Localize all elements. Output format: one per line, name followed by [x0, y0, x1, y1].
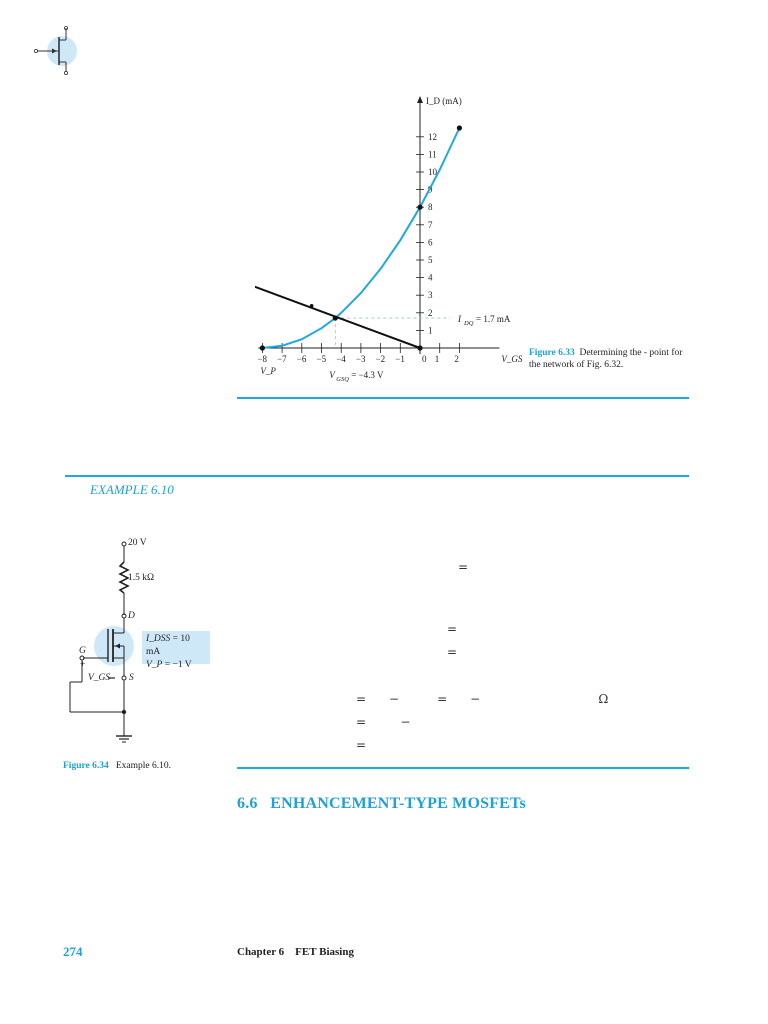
- figure-6-33-caption-block: [529, 347, 689, 371]
- y-tick-label: 1: [428, 325, 433, 336]
- y-tick-label: 11: [428, 149, 437, 160]
- section-number: 6.6: [237, 795, 258, 812]
- chapter-title: Chapter 6 FET Biasing: [237, 946, 354, 958]
- y-tick-label: 12: [428, 131, 437, 142]
- vgs-plus-label: +: [80, 660, 86, 670]
- y-tick-label: 9: [428, 184, 433, 195]
- idss-symbol: I_DSS: [146, 634, 171, 644]
- idq-symbol: I: [458, 314, 461, 325]
- y-tick-label: 8: [428, 202, 433, 213]
- vp-value: = −1 V: [164, 660, 192, 670]
- figure-6-34-caption: Example 6.10.: [115, 761, 172, 771]
- figure-6-34-label: Figure 6.34: [63, 761, 109, 771]
- section-rule: [237, 767, 689, 769]
- x-axis-title: V_GS: [501, 354, 523, 364]
- idq-subscript: DQ: [464, 320, 474, 328]
- curve-point: [260, 345, 265, 350]
- vgsq-symbol: V: [329, 370, 335, 380]
- idq-annotation: = 1.7 mA: [476, 314, 511, 325]
- x-tick-label: −5: [316, 354, 327, 364]
- figure-6-33-caption: Determining the - point for the network of Fig. 6.32.: [529, 348, 683, 370]
- equation-fragment: = −: [356, 715, 411, 729]
- x-tick-label: 1: [434, 354, 440, 364]
- section-title: ENHANCEMENT-TYPE MOSFETs: [270, 795, 526, 812]
- curve-point: [333, 315, 338, 320]
- equation-fragment: =: [447, 622, 458, 636]
- example-rule: [65, 475, 689, 477]
- figure-6-33-rule: [237, 397, 689, 399]
- x-tick-label: 0: [422, 354, 427, 364]
- fet-logo-icon: [32, 26, 80, 76]
- id-vgs-transfer-chart: [255, 90, 525, 400]
- vgsq-annotation: = −4.3 V: [351, 370, 384, 380]
- resistor-value-label: 1.5 kΩ: [128, 573, 155, 583]
- vgs-label: V_GS: [88, 673, 111, 683]
- drain-label: D: [128, 611, 135, 621]
- x-tick-label: −3: [355, 354, 366, 364]
- x-tick-label: −8: [257, 354, 267, 364]
- equation-fragment: = − = − Ω: [356, 692, 609, 706]
- y-tick-label: 10: [428, 167, 437, 177]
- vgsq-subscript: GSQ: [336, 376, 349, 383]
- x-tick-label: −7: [277, 354, 287, 364]
- bias-line-point: [310, 304, 314, 308]
- figure-6-33-chart: [255, 90, 525, 400]
- y-tick-label: 4: [428, 272, 433, 283]
- idss-value: = 10 mA: [146, 634, 190, 657]
- gate-label: G: [79, 646, 86, 656]
- curve-point: [417, 205, 422, 210]
- curve-point: [417, 345, 422, 350]
- x-tick-label: −1: [395, 354, 405, 364]
- equation-fragment: =: [447, 645, 458, 659]
- y-tick-label: 6: [428, 237, 433, 248]
- curve-point: [457, 125, 462, 130]
- vp-symbol: V_P: [146, 660, 163, 670]
- source-label: S: [129, 673, 134, 683]
- example-title: EXAMPLE 6.10: [90, 482, 174, 497]
- section-heading: [237, 795, 526, 813]
- figure-6-34-caption-block: [63, 761, 171, 771]
- equation-fragment: =: [356, 738, 367, 752]
- idss-parameter: [146, 633, 206, 659]
- y-tick-label: 2: [428, 307, 433, 318]
- supply-voltage-label: 20 V: [128, 538, 147, 548]
- y-tick-label: 3: [428, 290, 433, 301]
- x-tick-label: −4: [336, 354, 346, 364]
- equation-fragment: =: [458, 560, 469, 574]
- y-tick-label: 7: [428, 219, 433, 230]
- x-tick-label: −6: [296, 354, 307, 364]
- y-axis-arrow: [417, 96, 423, 103]
- fet-parameter-box: [142, 631, 210, 670]
- page-number: 274: [63, 944, 83, 959]
- figure-6-33-label: Figure 6.33: [529, 348, 575, 358]
- x-tick-label: −2: [375, 354, 386, 364]
- vp-label: V_P: [260, 366, 276, 376]
- y-axis-title: I_D (mA): [426, 96, 462, 106]
- vp-parameter: [146, 659, 206, 672]
- y-tick-label: 5: [428, 255, 433, 265]
- x-tick-label: 2: [454, 354, 459, 364]
